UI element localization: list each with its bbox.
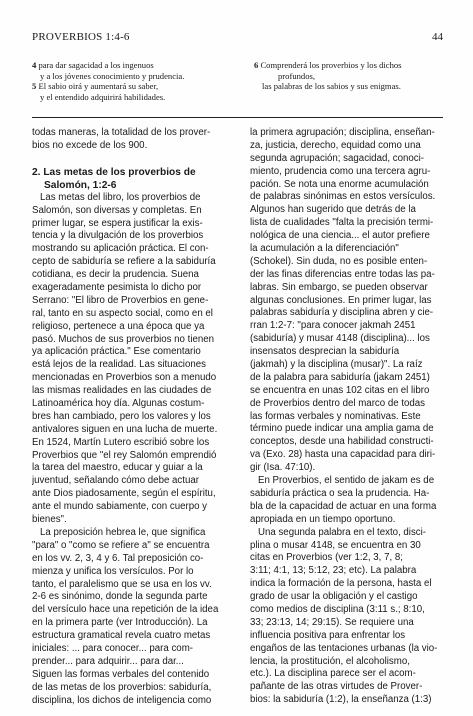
scripture-column-right xyxy=(254,60,454,92)
spacer xyxy=(32,153,232,166)
text-line: En 1524, Martín Lutero escribió sobre los xyxy=(32,436,210,448)
text-line: de la palabra para sabiduría (jakam 2451) xyxy=(250,371,430,383)
text-line: (sabiduría) y musar 4148 (disciplina)... los xyxy=(250,333,430,345)
verse-line xyxy=(32,92,237,103)
text-line: tanto, el paralelismo que se usa en los vv. xyxy=(32,578,212,590)
text-line: Serrano: "El libro de Proverbios en gene- xyxy=(32,294,209,306)
text-line: za, justicia, derecho, equidad como una xyxy=(250,139,421,151)
text-line: La preposición hebrea le, que significa xyxy=(40,526,206,538)
text-line: conceptos, desde una habilidad constructi- xyxy=(250,436,434,448)
text-line: religioso, pertenece a una época que ya xyxy=(32,320,205,332)
text-line: bios: la sabiduría (1:2), la enseñanza (1:3) xyxy=(250,694,432,706)
text-line: de las metas de los proverbios: sabiduría, xyxy=(32,681,212,693)
text-line: labras. Sin embargo, se pueden observar xyxy=(250,281,428,293)
text-line: como medios de disciplina (3:11 s.; 8:10, xyxy=(250,603,425,615)
text-line: indica la formación de la persona, hasta el xyxy=(250,578,432,590)
text-line: En Proverbios, el sentido de jakam es de xyxy=(258,475,435,487)
verse-text: El sabio oirá y aumentará su saber, xyxy=(38,81,159,92)
text-line: (Schokel). Sin duda, no es posible enten- xyxy=(250,255,428,267)
text-line: 33; 23:13, 14; 29:15). Se requiere una xyxy=(250,616,414,628)
text-line: mencionadas en Proverbios son a menudo xyxy=(32,372,217,384)
text-line: Una segunda palabra en el texto, disci- xyxy=(258,526,427,538)
text-line: segunda agrupación; sagacidad, conoci- xyxy=(250,152,424,164)
text-line: bres han cambiado, pero los valores y los xyxy=(32,410,211,422)
page-number: 44 xyxy=(432,31,443,43)
section-divider xyxy=(32,117,443,118)
text-line: antivalores siguen en una lucha de muerte. xyxy=(32,423,218,435)
text-line: ante Dios piadosamente, según el espíritu, xyxy=(32,488,216,500)
text-line: disciplina, los dichos de inteligencia como xyxy=(32,694,212,706)
text-line: de Proverbios dentro del marco de todas xyxy=(250,397,426,409)
text-line: plina o musar 4148, se encuentra en 30 xyxy=(250,539,421,551)
text-line: la acumulación a la diferenciación" xyxy=(250,243,399,255)
text-line: pañante de las otras virtudes de Prover- xyxy=(250,681,423,693)
section-heading: 2. Las metas de los proverbios de xyxy=(32,166,196,178)
verse-number: 4 xyxy=(32,60,37,70)
text-line: "para" o "como se refiere a" se encuentra xyxy=(32,539,210,551)
text-line: miento, prudencia como una tercera agru- xyxy=(250,165,431,177)
text-line: Las metas del libro, los proverbios de xyxy=(40,191,201,203)
text-line: todas maneras, la totalidad de los prover- xyxy=(32,127,211,138)
text-line: tencia y la divulgación de los proverbios xyxy=(32,230,204,242)
scripture-column-left xyxy=(32,60,237,102)
text-line: influencia positiva para enfrentar los xyxy=(250,629,406,641)
text-line: rran 1:2-7: "para conocer jakmah 2451 xyxy=(250,320,416,332)
verse-text: las palabras de los sabios y sus enigmas. xyxy=(262,81,401,92)
verse-text: para dar sagacidad a los ingenuos xyxy=(38,60,154,70)
running-header xyxy=(32,31,443,45)
text-line: va (Exo. 28) hasta una capacidad para diri- xyxy=(250,449,436,461)
text-line: en la primera parte (ver Introducción). La xyxy=(32,617,208,629)
verse-line xyxy=(32,60,237,71)
text-line: grado de usar la obligación y el castigo xyxy=(250,591,418,603)
text-line: término puede indicar una amplia gama de xyxy=(250,423,434,435)
text-line: Salomón, son diversas y completas. En xyxy=(32,204,202,216)
verse-line xyxy=(32,81,237,92)
text-line: exageradamente pesimista lo dicho por xyxy=(32,282,202,294)
text-line: 2-6 es sinónimo, donde la segunda parte xyxy=(32,591,208,603)
text-line: ya aplicación práctica." Ese comentario xyxy=(32,346,201,358)
text-line: se encuentra en unas 102 citas en el libro xyxy=(250,384,430,396)
verse-line xyxy=(254,81,454,92)
text-line: cepto de sabiduría se refiere a la sabiduría xyxy=(32,256,216,268)
text-line: prender... para adquirir... para dar... xyxy=(32,655,184,667)
text-line: está lejos de la realidad. Las situaciones xyxy=(32,359,206,371)
text-line: bienes". xyxy=(32,514,67,526)
verse-text: Comprenderá los proverbios y los dichos xyxy=(260,60,402,70)
text-line: la primera agrupación; disciplina, enseñan- xyxy=(250,127,435,138)
text-line: cotidiana, es decir la prudencia. Suena xyxy=(32,269,199,281)
text-line: (jakmah) y la disciplina (musar)". La raíz xyxy=(250,359,423,371)
text-line: de palabras sinónimas en estos versículos. xyxy=(250,191,436,203)
text-line: lencia, la prostitución, el alcoholismo, xyxy=(250,655,410,667)
text-line: mienza y unifica los versículos. Por lo xyxy=(32,565,194,577)
text-line: citas en Proverbios (ver 1:2, 3, 7, 8; xyxy=(250,552,403,564)
text-line: nológica de una ciencia... el autor prefiere xyxy=(250,230,430,242)
text-line: la tarea del maestro, educar y guiar a la xyxy=(32,462,203,474)
verse-text: y a los jóvenes conocimiento y prudencia. xyxy=(40,70,185,81)
text-line: lista de cualidades "falta la precisión termi- xyxy=(250,217,434,229)
text-line: ral, tanto en su aspecto social, como en el xyxy=(32,307,213,319)
text-line: Algunos han sugerido que detrás de la xyxy=(250,204,416,216)
commentary-column-left xyxy=(32,127,232,707)
verse-text: profundos, xyxy=(278,70,315,81)
text-line: 3:11; 4:1, 13; 5:12, 23; etc). La palabra xyxy=(250,565,417,577)
text-line: estructura gramatical revela cuatro metas xyxy=(32,630,211,642)
text-line: insensatos desprecian la sabiduría xyxy=(250,346,400,358)
text-line: gir (Isa. 47:10). xyxy=(250,462,316,474)
text-line: mostrando su aplicación práctica. El con- xyxy=(32,243,209,255)
text-line: las mismas realidades en las ciudades de xyxy=(32,385,212,397)
running-title: PROVERBIOS 1:4-6 xyxy=(32,31,130,43)
verse-line xyxy=(32,71,237,82)
text-line: der las finas diferencias entre todas las pa- xyxy=(250,268,435,280)
text-line: ante el mundo sabiamente, con cuerpo y xyxy=(32,501,208,513)
text-line: apropiada en un tiempo oportuno. xyxy=(250,513,396,525)
paragraph-block xyxy=(250,127,443,707)
verse-number: 5 xyxy=(32,81,37,92)
text-line: juventud, señalando cómo debe actuar xyxy=(32,475,199,487)
text-line: etc.). La disciplina parece ser el acom- xyxy=(250,668,416,680)
verse-line xyxy=(254,60,454,71)
text-line: primer lugar, se espera justificar la exis- xyxy=(32,217,203,229)
text-line: sabiduría práctica o sea la prudencia. Ha- xyxy=(250,487,430,499)
paragraph-block xyxy=(32,192,232,708)
text-line: las formas verbales y nominativas. Este xyxy=(250,410,421,422)
text-line: algunas conclusiones. En primer lugar, las xyxy=(250,294,432,306)
text-line: en los vv. 2, 3, 4 y 6. Tal preposición co- xyxy=(32,552,204,564)
verse-line xyxy=(254,71,454,82)
text-line: Proverbios que "el rey Salomón emprendió xyxy=(32,449,217,461)
text-line: engaños de las tentaciones urbanas (la vio- xyxy=(250,642,438,654)
text-line: Siguen las formas verbales del contenido xyxy=(32,668,210,680)
verse-text: y el entendido adquirirá habilidades. xyxy=(40,91,166,102)
text-line: bios no excede de los 900. xyxy=(32,139,148,151)
verse-number: 6 xyxy=(254,60,259,70)
text-line: del versículo hace una repetición de la idea xyxy=(32,604,219,616)
text-line: bla de la capacidad de actuar en una forma xyxy=(250,500,437,512)
text-line: Latinoamérica hoy día. Algunas costum- xyxy=(32,398,205,410)
text-line: pasó. Muchos de sus proverbios no tienen xyxy=(32,333,215,345)
text-line: pación. Se nota una enorme acumulación xyxy=(250,178,429,190)
text-line: palabras sabiduría y disciplina abren y cie- xyxy=(250,307,434,319)
text-line: iniciales: ... para conocer... para com- xyxy=(32,642,193,654)
commentary-column-right xyxy=(250,127,443,707)
section-heading: Salomón, 1:2-6 xyxy=(44,179,117,191)
